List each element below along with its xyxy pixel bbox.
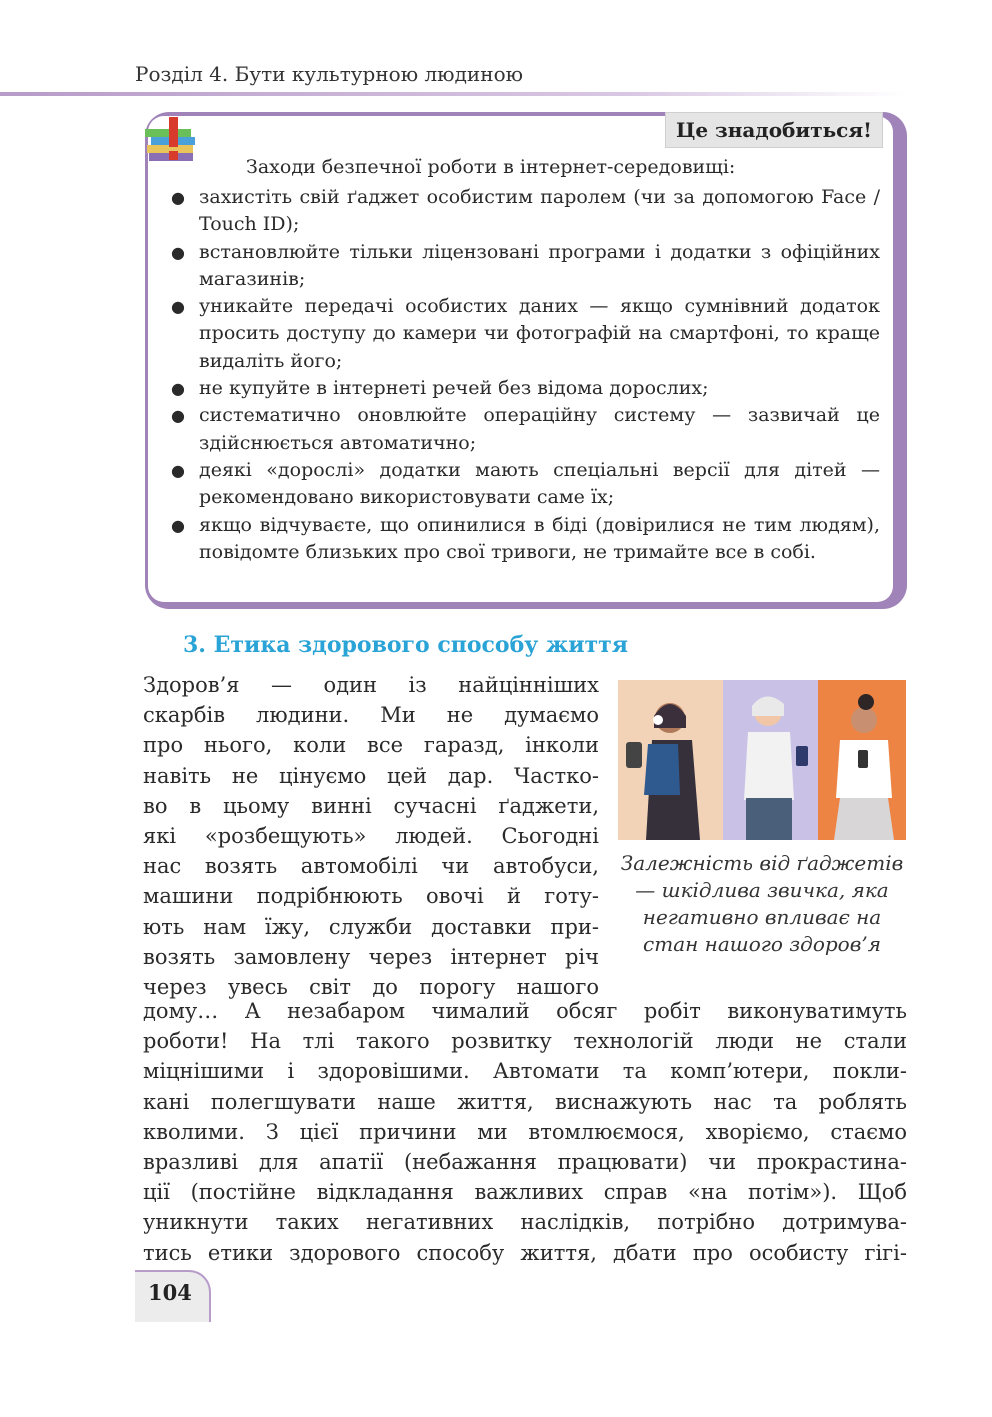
tip-item	[168, 293, 880, 375]
tip-box-title: Заходи безпечної роботи в інтернет-середовищі:	[246, 156, 736, 178]
text-line: які «розбещують» людей. Сьогодні	[143, 824, 599, 849]
bullet-icon: ●	[171, 188, 185, 207]
tip-item-text: деякі «дорослі» додатки мають спеціальні версії для дітей — рекомендовано використовувати саме їх;	[199, 458, 880, 509]
text-line: возять замовлену через інтернет річ	[143, 944, 599, 969]
tip-item	[168, 512, 880, 567]
paragraph-wrapped	[143, 670, 599, 1002]
page-number: 104	[148, 1280, 192, 1305]
tip-item	[168, 457, 880, 512]
text-line: про нього, коли все гаразд, інколи	[143, 733, 599, 758]
text-line: вразливі для апатії (небажання працювати) чи прокрастина-	[143, 1150, 907, 1175]
bullet-icon: ●	[171, 242, 185, 262]
bullet-icon: ●	[171, 297, 185, 317]
bullet-icon: ●	[171, 515, 185, 535]
text-line: Здоров’я — один із найцінніших	[143, 673, 599, 697]
books-warning-icon	[143, 115, 205, 167]
tip-item-text: систематично оновлюйте операційну систему — зазвичай це здійснюється автоматично;	[199, 404, 880, 454]
section-heading: 3. Етика здорового способу життя	[183, 632, 629, 658]
bullet-icon: ●	[171, 460, 185, 480]
text-line: кані полегшувати наше життя, виснажують нас та роблять	[143, 1089, 907, 1114]
tip-item	[168, 402, 880, 457]
header-divider	[0, 92, 905, 96]
text-line: міцнішими і здоровішими. Автомати та комп’ютери, покли-	[143, 1059, 907, 1084]
gadget-people-illustration	[618, 680, 906, 840]
tip-item-text: уникайте передачі особистих даних — якщо сумнівний додаток просить доступу до камери чи фотографій на смартфоні, то краще видаліть його;	[199, 295, 880, 372]
text-line: кволими. З цієї причини ми втомлюємося, хворіємо, стаємо	[143, 1119, 907, 1144]
text-line: навіть не цінуємо цей дар. Частко-	[143, 763, 599, 788]
tip-item-text: якщо відчуваєте, що опинилися в біді (довірилися не тим людям), повідомте близьких про свої тривоги, не тримайте все в собі.	[199, 513, 880, 563]
text-line: нас возять автомобілі чи автобуси,	[143, 854, 599, 879]
text-line: тись етики здорового способу життя, дбати про особисту гігі-	[143, 1240, 907, 1265]
text-line: ють нам їжу, служби доставки при-	[143, 914, 599, 939]
text-line: дому… А незабаром чималий обсяг робіт виконуватимуть	[143, 999, 907, 1023]
tip-item	[168, 375, 880, 402]
tip-box-tag: Це знадобиться!	[665, 112, 883, 148]
chapter-header: Розділ 4. Бути культурною людиною	[135, 62, 524, 86]
text-line: скарбів людини. Ми не думаємо	[143, 703, 599, 728]
text-line: уникнути таких негативних наслідків, потрібно дотримува-	[143, 1210, 907, 1235]
text-line: роботи! На тлі такого розвитку технологій люди не стали	[143, 1029, 907, 1054]
figure-caption: Залежність від ґаджетів — шкідлива звичка, яка негативно впливає на стан нашого здоров’я	[620, 851, 904, 956]
text-line: ції (постійне відкладання важливих справ «на потім»). Щоб	[143, 1180, 907, 1205]
bullet-icon: ●	[171, 406, 185, 426]
tip-list	[168, 184, 880, 566]
paragraph-full	[143, 996, 907, 1268]
tip-item-text: не купуйте в інтернеті речей без відома дорослих;	[199, 377, 709, 400]
text-line: во в цьому винні сучасні ґаджети,	[143, 793, 599, 818]
tip-item-text: встановлюйте тільки ліцензовані програми і додатки з офіційних магазинів;	[199, 240, 880, 290]
text-line: машини подрібнюють овочі й готу-	[143, 884, 599, 909]
tip-item-text: захистіть свій ґаджет особистим паролем (чи за допомогою Face / Touch ID);	[199, 186, 880, 236]
bullet-icon: ●	[171, 379, 185, 399]
tip-item	[168, 239, 880, 294]
text-line: через увесь світ до порогу нашого	[143, 975, 599, 1000]
tip-item	[168, 184, 880, 239]
